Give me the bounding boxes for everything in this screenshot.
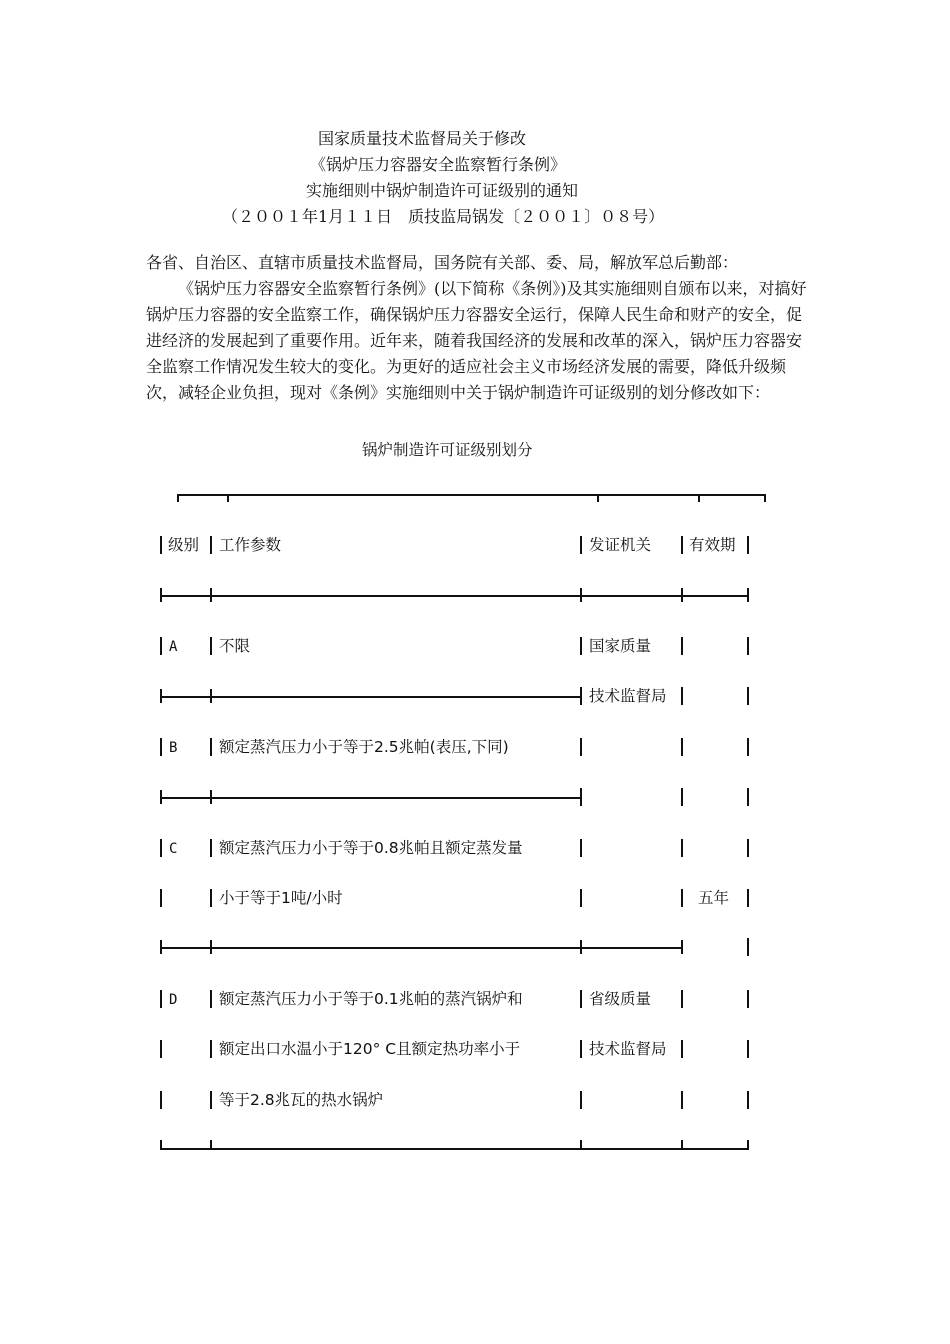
authority-national-line-2: 技术监督局 [589, 687, 667, 705]
params-d-line-3: 等于2.8兆瓦的热水锅炉 [219, 1091, 384, 1109]
addressee: 各省、自治区、直辖市质量技术监督局，国务院有关部、委、局，解放军总后勤部： [146, 253, 739, 272]
title-line-3: 实施细则中锅炉制造许可证级别的通知 [306, 181, 579, 200]
authority-provincial-line-1: 省级质量 [589, 990, 652, 1008]
params-d-line-2: 额定出口水温小于120° C且额定热功率小于 [219, 1040, 521, 1058]
tick [597, 494, 599, 502]
title-line-1: 国家质量技术监督局关于修改 [318, 129, 527, 148]
table-caption: 锅炉制造许可证级别划分 [362, 441, 533, 459]
header-validity: 有效期 [689, 536, 736, 554]
authority-provincial-line-2: 技术监督局 [589, 1040, 667, 1058]
tick [764, 494, 766, 502]
authority-national-line-1: 国家质量 [589, 637, 652, 655]
tick [698, 494, 700, 502]
params-b: 额定蒸汽压力小于等于2.5兆帕(表压,下同) [219, 738, 509, 756]
level-c: C [169, 841, 178, 857]
main-paragraph: 《锅炉压力容器安全监察暂行条例》(以下简称《条例》)及其实施细则自颁布以来，对搞好锅炉压力容器的安全监察工作，确保锅炉压力容器安全运行，保障人民生命和财产的安全，促进经济的发展起到了重要作用。近年来，随着我国经济的发展和改革的深入，锅炉压力容器安全监察工作情况发生较大的变化。为更好的适应社会主义市场经济发展的需要，降低升级频次，减轻企业负担，现对《条例》实施细则中关于锅炉制造许可证级别的划分修改如下： [146, 279, 807, 402]
header-params: 工作参数 [219, 536, 282, 554]
params-a: 不限 [219, 637, 251, 655]
tick [227, 494, 229, 502]
document-body [146, 250, 808, 406]
level-b: B [169, 740, 178, 756]
table-top-border [177, 494, 765, 496]
params-d-line-1: 额定蒸汽压力小于等于0.1兆帕的蒸汽锅炉和 [219, 990, 523, 1008]
validity-value: 五年 [698, 889, 730, 907]
header-level: 级别 [168, 536, 200, 554]
params-c-line-1: 额定蒸汽压力小于等于0.8兆帕且额定蒸发量 [219, 839, 523, 857]
tick [177, 494, 179, 502]
title-line-2: 《锅炉压力容器安全监察暂行条例》 [310, 155, 567, 174]
level-d: D [169, 992, 178, 1008]
level-a: A [169, 639, 178, 655]
params-c-line-2: 小于等于1吨/小时 [219, 889, 343, 907]
title-line-4: （２００１年1月１１日 质技监局锅发〔２００１〕０８号） [222, 207, 665, 226]
header-authority: 发证机关 [589, 536, 652, 554]
